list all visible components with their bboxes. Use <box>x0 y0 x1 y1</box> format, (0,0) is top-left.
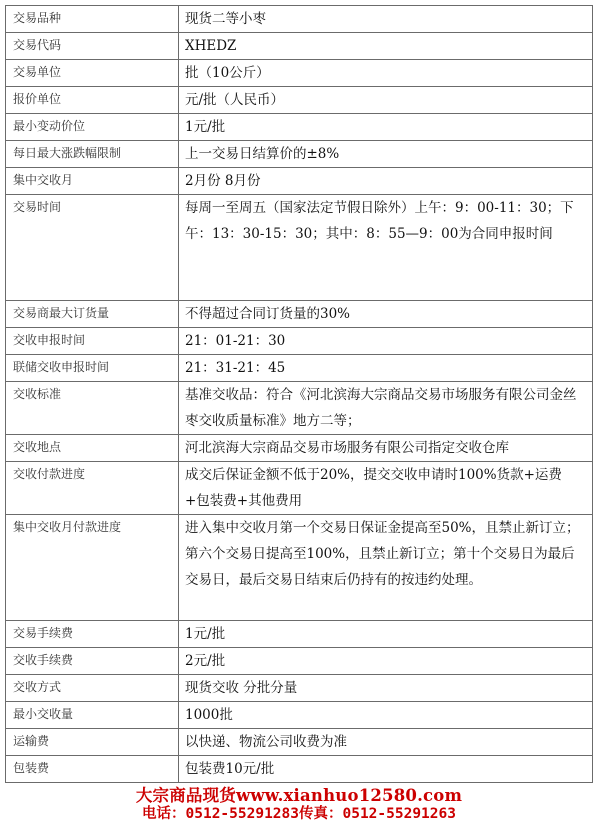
row-value: 基准交收品：符合《河北滨海大宗商品交易市场服务有限公司金丝枣交收质量标准》地方二等； <box>179 382 593 435</box>
row-label: 最小变动价位 <box>6 114 179 141</box>
row-label: 最小交收量 <box>6 702 179 729</box>
row-value: 现货二等小枣 <box>179 6 593 33</box>
row-label: 交易品种 <box>6 6 179 33</box>
table-row <box>6 328 593 355</box>
row-value: 河北滨海大宗商品交易市场服务有限公司指定交收仓库 <box>179 435 593 462</box>
row-value: 1元/批 <box>179 114 593 141</box>
table-row <box>6 195 593 301</box>
row-label: 交收申报时间 <box>6 328 179 355</box>
table-row <box>6 702 593 729</box>
table-row <box>6 621 593 648</box>
row-label: 运输费 <box>6 729 179 756</box>
table-row <box>6 756 593 783</box>
row-value: 21：31-21：45 <box>179 355 593 382</box>
table-row <box>6 435 593 462</box>
row-label: 交易代码 <box>6 33 179 60</box>
row-label: 交易手续费 <box>6 621 179 648</box>
table-row <box>6 114 593 141</box>
row-label: 报价单位 <box>6 87 179 114</box>
row-value: 进入集中交收月第一个交易日保证金提高至50%，且禁止新订立；第六个交易日提高至100%，且禁止新订立；第十个交易日为最后交易日，最后交易日结束后仍持有的按违约处理。 <box>179 515 593 621</box>
table-row <box>6 675 593 702</box>
contract-spec-sheet <box>5 5 593 783</box>
row-value: 元/批（人民币） <box>179 87 593 114</box>
row-value: 1000批 <box>179 702 593 729</box>
contact-phone-fax: 电话：0512-55291283传真：0512-55291263 <box>142 806 456 822</box>
website-banner: 大宗商品现货www.xianhuo12580.com <box>135 786 463 805</box>
table-row <box>6 168 593 195</box>
row-label: 交收方式 <box>6 675 179 702</box>
row-value: 包装费10元/批 <box>179 756 593 783</box>
row-value: 1元/批 <box>179 621 593 648</box>
row-value: 每周一至周五（国家法定节假日除外）上午：9：00-11：30；下午：13：30-15：30；其中：8：55—9：00为合同申报时间 <box>179 195 593 301</box>
table-row <box>6 141 593 168</box>
table-row <box>6 462 593 515</box>
row-value: 现货交收 分批分量 <box>179 675 593 702</box>
row-label: 交收手续费 <box>6 648 179 675</box>
row-label: 包装费 <box>6 756 179 783</box>
row-label: 每日最大涨跌幅限制 <box>6 141 179 168</box>
table-row <box>6 355 593 382</box>
row-value: 不得超过合同订货量的30% <box>179 301 593 328</box>
table-row <box>6 648 593 675</box>
watermark-footer <box>0 787 598 823</box>
row-label: 交收标准 <box>6 382 179 435</box>
row-value: 上一交易日结算价的±8% <box>179 141 593 168</box>
row-value: 批（10公斤） <box>179 60 593 87</box>
table-row <box>6 87 593 114</box>
row-value: 2元/批 <box>179 648 593 675</box>
row-label: 集中交收月付款进度 <box>6 515 179 621</box>
row-value: 21：01-21：30 <box>179 328 593 355</box>
table-row <box>6 515 593 621</box>
row-value: XHEDZ <box>179 33 593 60</box>
row-label: 交收付款进度 <box>6 462 179 515</box>
contract-spec-table <box>5 5 593 783</box>
row-label: 交收地点 <box>6 435 179 462</box>
row-value: 成交后保证金额不低于20%，提交交收申请时100%货款+运费+包装费+其他费用 <box>179 462 593 515</box>
table-row <box>6 33 593 60</box>
row-value: 以快递、物流公司收费为准 <box>179 729 593 756</box>
row-label: 交易时间 <box>6 195 179 301</box>
table-row <box>6 6 593 33</box>
row-label: 集中交收月 <box>6 168 179 195</box>
row-value: 2月份 8月份 <box>179 168 593 195</box>
table-row <box>6 382 593 435</box>
table-row <box>6 301 593 328</box>
row-label: 交易商最大订货量 <box>6 301 179 328</box>
row-label: 交易单位 <box>6 60 179 87</box>
table-row <box>6 729 593 756</box>
table-row <box>6 60 593 87</box>
row-label: 联储交收申报时间 <box>6 355 179 382</box>
